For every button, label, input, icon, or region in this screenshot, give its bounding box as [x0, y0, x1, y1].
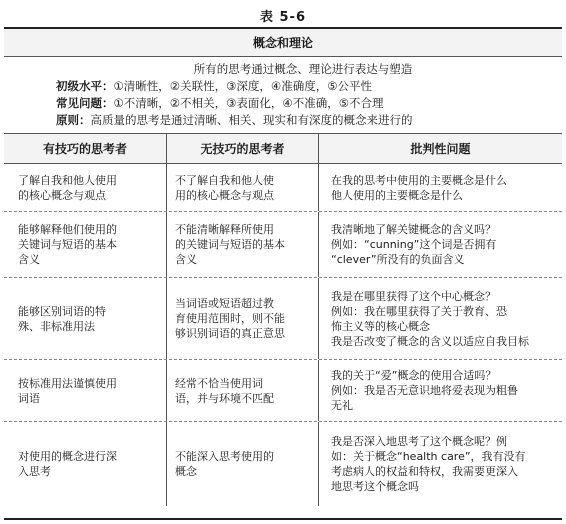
intro-principle-text: 高质量的思考是通过清晰、相关、现实和有深度的概念来进行的: [90, 113, 413, 127]
cell-question: [318, 212, 562, 277]
column-header-critical-questions: 批判性问题: [318, 134, 562, 163]
intro-lead: 所有的思考通过概念、理论进行表达与塑造: [193, 62, 413, 76]
cell-skilled: [4, 212, 166, 277]
concepts-table: [4, 27, 562, 520]
cell-question: [318, 278, 562, 359]
intro-principle-label: 原则：: [56, 113, 91, 127]
cell-skilled: [4, 422, 166, 506]
cell-skilled: [4, 278, 166, 359]
cell-unskilled-text: 不能清晰解释所使用 的关键词与短语的基本 含义: [175, 223, 285, 266]
column-header-skilled: 有技巧的思考者: [42, 142, 127, 156]
cell-unskilled: [166, 360, 318, 421]
table-number: 表 5-6: [259, 10, 306, 25]
intro-principle: [4, 112, 562, 129]
cell-question-text: 我的关于“爱”概念的使用合适吗？ 例如：我是否无意识地将爱表现为粗鲁 无礼: [331, 369, 518, 412]
cell-question: [318, 422, 562, 506]
column-header-unskilled: 无技巧的思考者: [166, 134, 318, 163]
cell-question-text: 我是否深入地思考了这个概念呢？例 如：关于概念“health care”，我有没有 考虑病人的权益和特权，我需要更深入 地思考这个概念吗: [331, 435, 526, 493]
intro-common-problems: [4, 95, 562, 112]
intro-basic-level-text: ①清晰性，②关联性，③深度，④准确度，⑤公平性: [113, 79, 373, 93]
table-title: 概念和理论: [4, 29, 562, 57]
cell-unskilled: [166, 164, 318, 211]
cell-skilled: [4, 360, 166, 421]
cell-question-text: 我是在哪里获得了这个中心概念？ 例如：我在哪里获得了关于教育、恐 怖主义等的核心概念 我是否改变了概念的含义以适应自我目标: [331, 289, 529, 348]
cell-question: [318, 164, 562, 211]
cell-skilled-text: 能够区别词语的特 殊、非标准用法: [18, 304, 106, 333]
cell-unskilled: [166, 278, 318, 359]
cell-unskilled-text: 不了解自我和他人使 用的核心概念与观点: [175, 173, 274, 202]
cell-question-text: 我清晰地了解关键概念的含义吗？ 例如：“cunning”这个词是否拥有 “clever”所没有的负面含义: [331, 223, 497, 266]
cell-skilled-text: 对使用的概念进行深 入思考: [18, 450, 117, 478]
table-row: [4, 164, 562, 212]
table-row: [4, 212, 562, 278]
cell-unskilled-text: 不能深入思考使用的 概念: [175, 450, 274, 478]
cell-skilled-text: 按标准用法谨慎使用 词语: [18, 376, 117, 405]
column-headers: [4, 134, 562, 164]
cell-question-text: 在我的思考中使用的主要概念是什么 他人使用的主要概念是什么: [331, 173, 507, 202]
table-row: [4, 422, 562, 506]
intro-common-problems-label: 常见问题：: [56, 96, 114, 110]
cell-question: [318, 360, 562, 421]
cell-unskilled: [166, 212, 318, 277]
intro-basic-level: [4, 78, 562, 95]
cell-skilled-text: 了解自我和他人使用 的核心概念与观点: [18, 173, 117, 202]
intro-basic-level-label: 初级水平：: [56, 79, 114, 93]
cell-unskilled-text: 当词语或短语超过教 育使用范围时，则不能 够识别词语的真正意思: [175, 297, 285, 340]
table-row: [4, 278, 562, 360]
cell-skilled: [4, 164, 166, 211]
cell-skilled-text: 能够解释他们使用的 关键词与短语的基本 含义: [18, 223, 117, 266]
cell-unskilled: [166, 422, 318, 506]
intro-common-problems-text: ①不清晰，②不相关，③表面化，④不准确，⑤不合理: [113, 96, 384, 110]
cell-unskilled-text: 经常不恰当使用词 语，并与环境不匹配: [175, 376, 274, 405]
table-row: [4, 360, 562, 422]
table-intro: [4, 57, 562, 134]
